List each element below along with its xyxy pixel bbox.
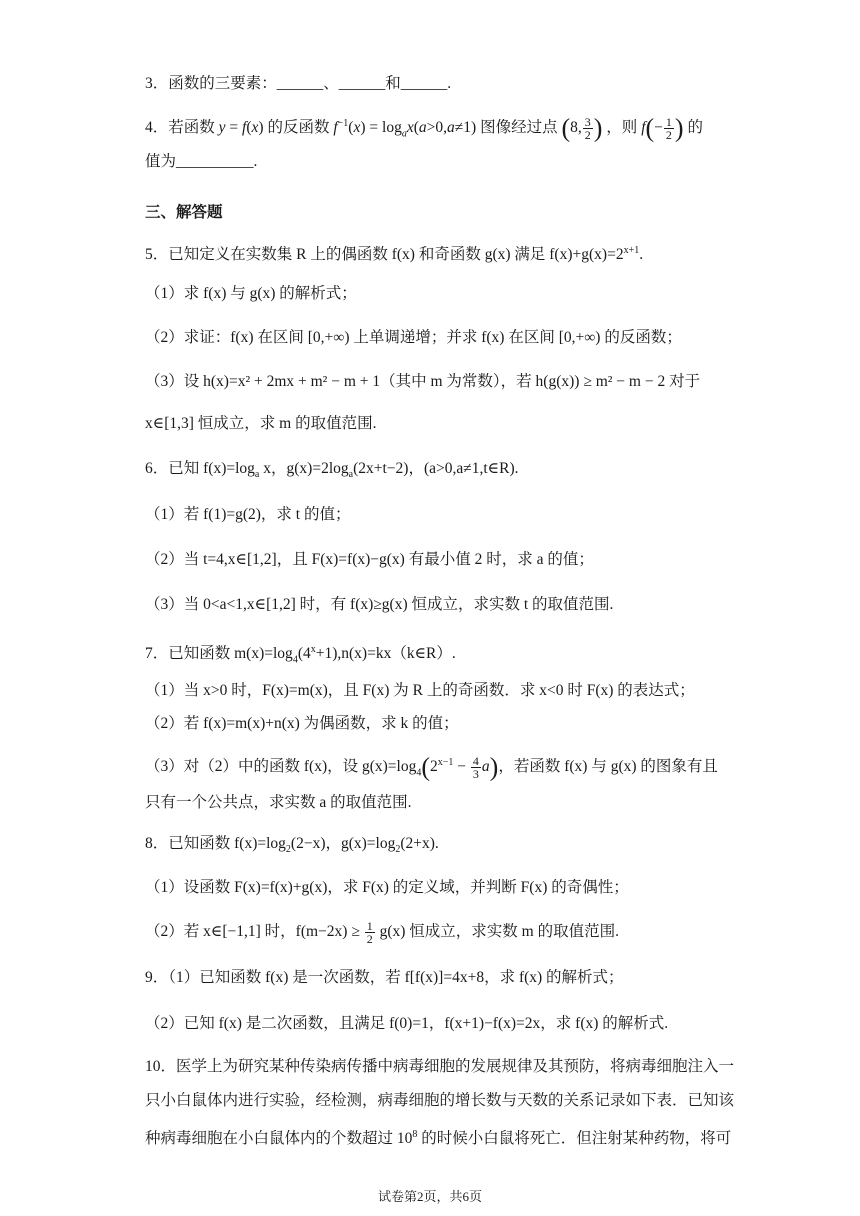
q7-text-b: (4 (297, 645, 311, 663)
question-9-part2: （2）已知 f(x) 是二次函数，且满足 f(0)=1，f(x+1)−f(x)=2x，求 f(x) 的解析式. (145, 1015, 669, 1032)
question-5-part3b: x∈[1,3] 恒成立，求 m 的取值范围. (145, 415, 377, 432)
q7-3-text-a: （3）对（2）中的函数 f(x)，设 g(x)=log (145, 758, 417, 776)
question-8 (145, 833, 439, 861)
q8-2-text-a: （2）若 x∈[−1,1] 时，f(m−2x) ≥ (145, 923, 360, 941)
q10-exponent: 8 (412, 1129, 418, 1140)
question-8-part1: （1）设函数 F(x)=f(x)+g(x)，求 F(x) 的定义域，并判断 F(x) 的奇偶性； (145, 879, 629, 896)
question-4-line1: 4．若函数 y = f(x) 的反函数 $f^{-1}(x) = \log_ax(a>0,a\ne 1)$ 图像经过点 (8, $\frac{3}{2}$ ) ，则 f(− $\frac{1}{2}$ ) 的 (145, 113, 703, 143)
q6-text-b: x，g(x)=2log (259, 460, 349, 477)
q4-text-c: 图像经过点 (480, 119, 558, 137)
q6-sub-b: a (348, 469, 354, 481)
question-10-line1: 10．医学上为研究某种传染病传播中病毒细胞的发展规律及其预防，将病毒细胞注入一 (145, 1058, 735, 1075)
question-10-line3 (145, 1124, 731, 1150)
question-6-part2: （2）当 t=4,x∈[1,2]，且 F(x)=f(x)−g(x) 有最小值 2 时，求 a 的值； (145, 551, 594, 568)
q4-text-d: ，则 (606, 119, 638, 137)
q4-text-b: 的反函数 (267, 119, 330, 137)
q8-text-a: 8．已知函数 f(x)=log (145, 835, 286, 852)
question-7 (145, 639, 456, 671)
question-7-part1: （1）当 x>0 时，F(x)=m(x)，且 F(x) 为 R 上的奇函数．求 x<0 时 F(x) 的表达式； (145, 682, 695, 699)
question-6 (145, 458, 519, 486)
question-9-part1: 9．（1）已知函数 f(x) 是一次函数，若 f[f(x)]=4x+8，求 f(x) 的解析式； (145, 969, 624, 986)
q7-3-text-b: ，若函数 f(x) 与 g(x) 的图象有且 (498, 758, 718, 776)
q5-text: 5．已知定义在实数集 R 上的偶函数 f(x) 和奇函数 g(x) 满足 f(x)+g(x)=2 (145, 246, 624, 264)
q10-text-b: 的时候小白鼠将死亡．但注射某种药物，将可 (417, 1130, 732, 1148)
question-6-part1: （1）若 f(1)=g(2)，求 t 的值； (145, 506, 351, 523)
question-10-line2: 只小白鼠体内进行实验，经检测，病毒细胞的增长数与天数的关系记录如下表．已知该 (145, 1092, 735, 1109)
question-3: 3．函数的三要素：______、______和______. (145, 75, 452, 92)
q6-text-c: (2x+t−2)，(a>0,a≠1,t∈R). (353, 460, 519, 477)
q4-text-a: 4．若函数 (145, 119, 215, 137)
q7-text-c: +1),n(x)=kx（k∈R）. (315, 645, 456, 663)
q8-sub-a: 2 (285, 844, 291, 856)
q8-text-c: (2+x). (400, 835, 439, 852)
q6-sub-a: a (254, 469, 260, 481)
q7-text-a: 7．已知函数 m(x)=log (145, 645, 293, 663)
q8-2-text-b: g(x) 恒成立，求实数 m 的取值范围. (379, 923, 619, 941)
question-7-part2: （2）若 f(x)=m(x)+n(x) 为偶函数，求 k 的值； (145, 715, 459, 732)
question-7-part3a: （3）对（2）中的函数 f(x)，设 $g(x)=\log_4(2^{x-1}$ − $\frac{4}{3}$ a)，若函数 f(x) 与 g(x) 的图象有且 (145, 752, 718, 782)
question-5-part3a: （3）设 h(x)=x² + 2mx + m² − m + 1（其中 m 为常数），若 h(g(x)) ≥ m² − m − 2 对于 (145, 373, 701, 390)
q6-text-a: 6．已知 f(x)=log (145, 460, 255, 477)
q8-sub-b: 2 (395, 844, 401, 856)
question-4-line2: 值为__________. (145, 153, 258, 170)
section-heading-3: 三、解答题 (145, 204, 223, 221)
q4-text-e: 的 (687, 119, 703, 137)
question-5-part1: （1）求 f(x) 与 g(x) 的解析式； (145, 285, 357, 302)
question-5-part2: （2）求证：f(x) 在区间 [0,+∞) 上单调递增；并求 f(x) 在区间 [0,+∞) 的反函数； (145, 329, 682, 346)
question-6-part3: （3）当 0<a<1,x∈[1,2] 时，有 f(x)≥g(x) 恒成立，求实数 t 的取值范围. (145, 596, 614, 613)
q8-text-b: (2−x)，g(x)=log (290, 835, 396, 852)
question-5 (145, 240, 643, 266)
q5-end: . (639, 246, 644, 264)
q7-sub: 4 (292, 654, 298, 666)
q5-exponent: x+1 (623, 245, 640, 256)
question-7-part3b: 只有一个公共点，求实数 a 的取值范围. (145, 794, 412, 811)
question-8-part2: （2）若 x∈[−1,1] 时，f(m−2x) ≥ $\frac{1}{2}$ g(x) 恒成立，求实数 m 的取值范围. (145, 919, 619, 946)
q7-exponent: x (310, 644, 316, 655)
q10-text-a: 种病毒细胞在小白鼠体内的个数超过 10 (145, 1130, 413, 1148)
page-footer: 试卷第2页，共6页 (377, 1189, 482, 1204)
